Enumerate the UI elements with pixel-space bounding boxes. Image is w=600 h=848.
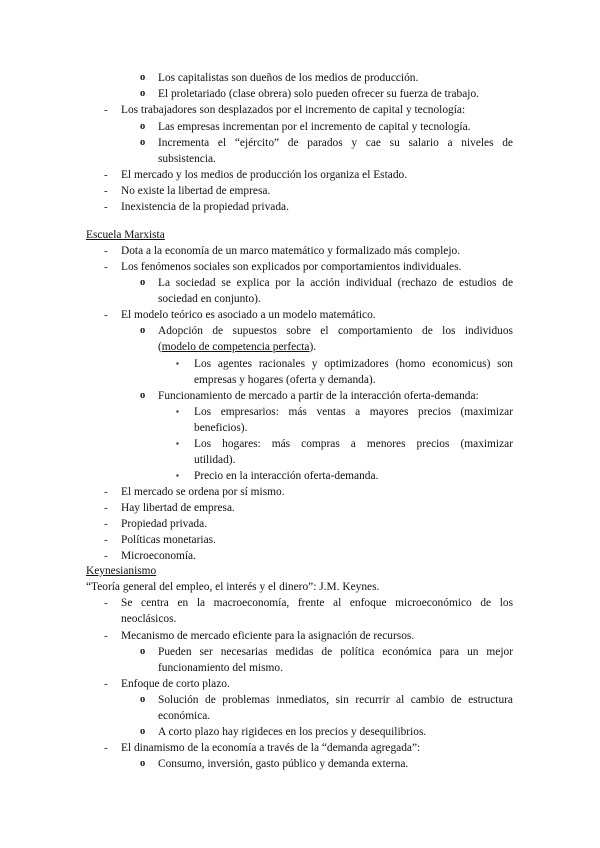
- section-heading: Escuela Marxista: [86, 229, 165, 241]
- list-item-cont: neoclásicos.: [121, 613, 177, 625]
- list-item: Mecanismo de mercado eficiente para la asignación de recursos.: [121, 630, 415, 642]
- bullet-marker: o: [140, 390, 146, 401]
- list-item: Los empresarios: más ventas a mayores precios (maximizar: [194, 406, 513, 418]
- list-item: Hay libertad de empresa.: [121, 502, 235, 514]
- list-item: Dota a la economía de un marco matemático y formalizado más complejo.: [121, 245, 461, 257]
- square-bullet-marker: ▪: [176, 471, 179, 480]
- dash-marker: -: [104, 630, 108, 642]
- dash-marker: -: [104, 185, 108, 197]
- list-item: Funcionamiento de mercado a partir de la interacción oferta-demanda:: [158, 390, 479, 402]
- list-item-cont: empresas y hogares (oferta y demanda).: [194, 374, 376, 386]
- list-item: Incrementa el “ejército” de parados y cae su salario a niveles de: [158, 137, 513, 149]
- list-item: Los fenómenos sociales son explicados por comportamientos individuales.: [121, 261, 462, 273]
- list-item: Los trabajadores son desplazados por el incremento de capital y tecnología:: [121, 104, 466, 116]
- dash-marker: -: [104, 550, 108, 562]
- underlined-term: modelo de competencia perfecta: [161, 341, 310, 353]
- list-item-cont: beneficios).: [194, 422, 248, 434]
- square-bullet-marker: ▪: [176, 407, 179, 416]
- list-item-cont: económica.: [158, 710, 211, 722]
- list-item-cont: [158, 339, 316, 355]
- square-bullet-marker: ▪: [176, 359, 179, 368]
- list-item: Propiedad privada.: [121, 518, 208, 530]
- dash-marker: -: [104, 534, 108, 546]
- dash-marker: -: [104, 245, 108, 257]
- section-heading: Keynesianismo: [86, 565, 157, 577]
- list-item-cont: subsistencia.: [158, 153, 216, 165]
- dash-marker: -: [104, 104, 108, 116]
- dash-marker: -: [104, 518, 108, 530]
- bullet-marker: o: [140, 72, 146, 83]
- dash-marker: -: [104, 502, 108, 514]
- list-item: El dinamismo de la economía a través de la “demanda agregada”:: [121, 742, 421, 754]
- list-item: El proletariado (clase obrera) solo pueden ofrecer su fuerza de trabajo.: [158, 88, 479, 100]
- list-item: No existe la libertad de empresa.: [121, 185, 271, 197]
- list-item: Los hogares: más compras a menores precios (maximizar: [194, 438, 513, 450]
- bullet-marker: o: [140, 758, 146, 769]
- dash-marker: -: [104, 742, 108, 754]
- bullet-marker: o: [140, 694, 146, 705]
- list-item: La sociedad se explica por la acción individual (rechazo de estudios de: [158, 277, 513, 289]
- list-item: El modelo teórico es asociado a un modelo matemático.: [121, 309, 376, 321]
- bullet-marker: o: [140, 325, 146, 336]
- bullet-marker: o: [140, 137, 146, 148]
- list-item-cont: utilidad).: [194, 454, 236, 466]
- square-bullet-marker: ▪: [176, 439, 179, 448]
- list-item: A corto plazo hay rigideces en los precios y desequilibrios.: [158, 726, 427, 738]
- paren-close: ).: [309, 341, 317, 353]
- list-item: Inexistencia de la propiedad privada.: [121, 201, 289, 213]
- list-item: Los capitalistas son dueños de los medios de producción.: [158, 72, 419, 84]
- list-item: Se centra en la macroeconomía, frente al enfoque microeconómico de los: [121, 597, 513, 609]
- list-item: Políticas monetarias.: [121, 534, 216, 546]
- list-item: Precio en la interacción oferta-demanda.: [194, 470, 379, 482]
- bullet-marker: o: [140, 277, 146, 288]
- dash-marker: -: [104, 201, 108, 213]
- list-item: Pueden ser necesarias medidas de política económica para un mejor: [158, 646, 513, 658]
- dash-marker: -: [104, 261, 108, 273]
- dash-marker: -: [104, 678, 108, 690]
- dash-marker: -: [104, 169, 108, 181]
- list-item: El mercado se ordena por sí mismo.: [121, 486, 285, 498]
- list-item: Los agentes racionales y optimizadores (homo economicus) son: [194, 358, 513, 370]
- dash-marker: -: [104, 597, 108, 609]
- list-item-cont: funcionamiento del mismo.: [158, 662, 283, 674]
- list-item: Las empresas incrementan por el incremento de capital y tecnología.: [158, 121, 471, 133]
- bullet-marker: o: [140, 646, 146, 657]
- bullet-marker: o: [140, 121, 146, 132]
- quote-line: “Teoría general del empleo, el interés y el dinero”: J.M. Keynes.: [86, 581, 380, 593]
- bullet-marker: o: [140, 726, 146, 737]
- dash-marker: -: [104, 309, 108, 321]
- bullet-marker: o: [140, 88, 146, 99]
- list-item: El mercado y los medios de producción los organiza el Estado.: [121, 169, 408, 181]
- list-item: Adopción de supuestos sobre el comportamiento de los individuos: [158, 325, 513, 337]
- list-item: Consumo, inversión, gasto público y demanda externa.: [158, 758, 409, 770]
- list-item: Enfoque de corto plazo.: [121, 678, 230, 690]
- paren-open: (: [158, 341, 162, 353]
- list-item-cont: sociedad en conjunto).: [158, 293, 261, 305]
- list-item: Solución de problemas inmediatos, sin recurrir al cambio de estructura: [158, 694, 513, 706]
- list-item: Microeconomía.: [121, 550, 196, 562]
- dash-marker: -: [104, 486, 108, 498]
